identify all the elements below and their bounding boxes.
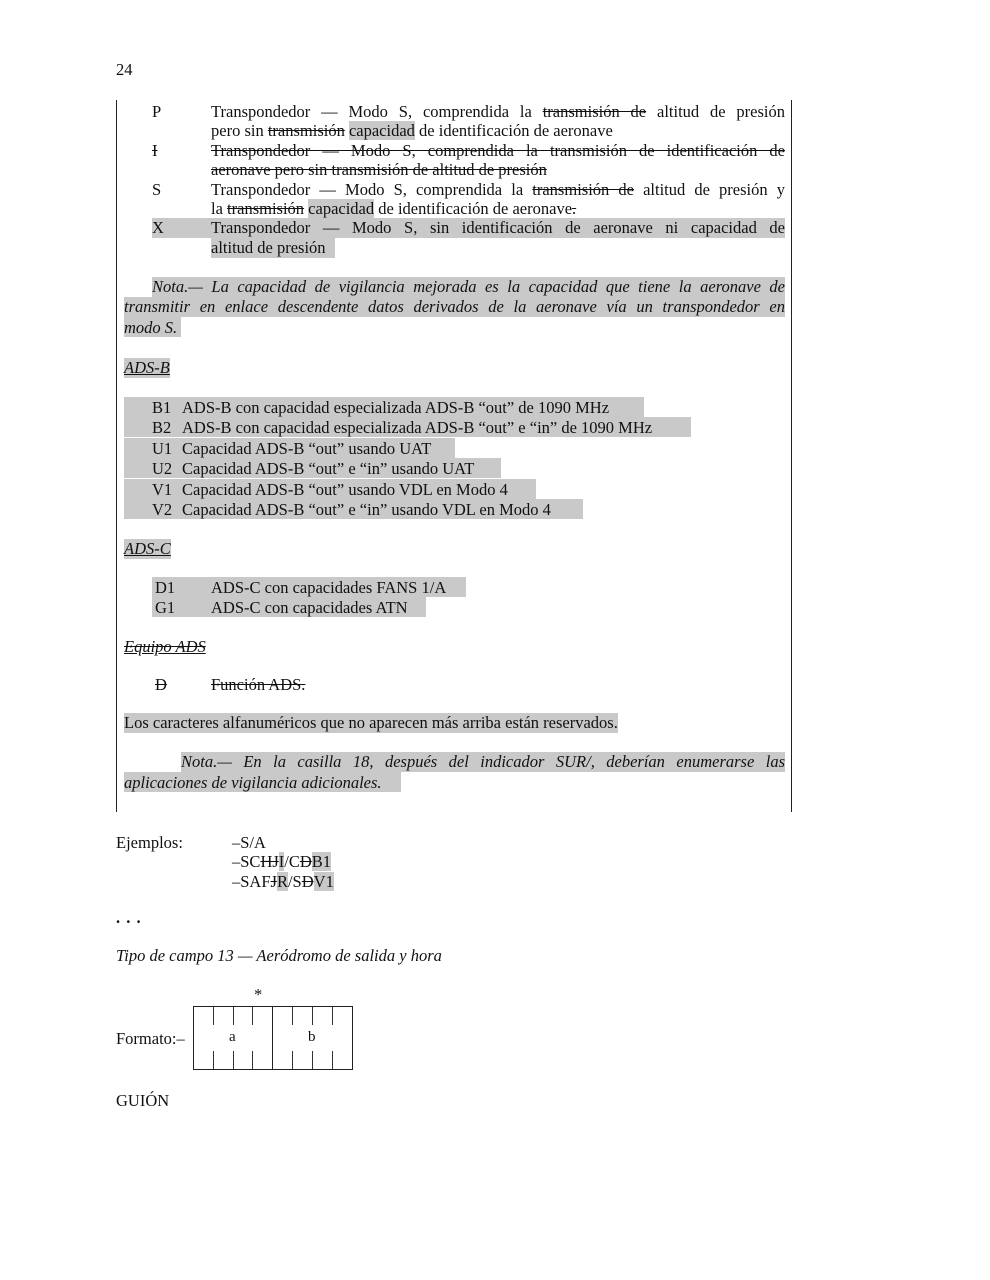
- format-tick: [292, 1007, 293, 1025]
- adsb-text-u1: Capacidad ADS-B “out” usando UAT: [182, 439, 432, 458]
- format-field-a: a: [229, 1029, 236, 1045]
- entry-i-line2: aeronave pero sin transmisión de altitud de presión: [211, 160, 547, 179]
- entry-p-line2: pero sin transmisión capacidad de identificación de aeronave: [211, 121, 613, 140]
- format-box: [193, 1006, 353, 1070]
- equipo-ads-heading: Equipo ADS: [124, 637, 206, 656]
- entry-x-line2: altitud de presión: [211, 238, 326, 257]
- format-tick: [252, 1007, 253, 1025]
- adsc-code-g1: G1: [155, 598, 176, 617]
- nota1-line1: Nota.— La capacidad de vigilancia mejorada es la capacidad que tiene la aeronave de: [152, 277, 785, 296]
- entry-i-line1: Transpondedor — Modo S, comprendida la transmisión de identificación de: [211, 141, 785, 160]
- equipo-ads-text: Función ADS.: [211, 675, 306, 694]
- guion-heading: GUIÓN: [116, 1091, 170, 1110]
- equipo-ads-code: D: [155, 675, 167, 694]
- entry-x-line1: Transpondedor — Modo S, sin identificación de aeronave ni capacidad de: [211, 218, 785, 237]
- adsb-code-u1: U1: [152, 439, 173, 458]
- adsb-text-b1: ADS-B con capacidad especializada ADS-B “out” de 1090 MHz: [182, 398, 610, 417]
- format-tick: [213, 1007, 214, 1025]
- adsc-text-g1: ADS-C con capacidades ATN: [211, 598, 408, 617]
- adsc-text-d1: ADS-C con capacidades FANS 1/A: [211, 578, 447, 597]
- reserved-characters-text: Los caracteres alfanuméricos que no aparecen más arriba están reservados.: [124, 713, 618, 732]
- adsb-code-v1: V1: [152, 480, 173, 499]
- adsb-code-v2: V2: [152, 500, 173, 519]
- adsb-heading: ADS-B: [124, 358, 170, 377]
- ejemplo-2: –SCHJI/CDB1: [232, 852, 332, 871]
- format-asterisk: *: [254, 985, 263, 1004]
- format-tick: [292, 1051, 293, 1069]
- adsb-code-b2: B2: [152, 418, 172, 437]
- ejemplos-label: Ejemplos:: [116, 833, 183, 852]
- code-i: I: [152, 141, 158, 160]
- ejemplo-1: –S/A: [232, 833, 266, 852]
- nota1-line3: modo S.: [124, 318, 178, 337]
- format-divider: [272, 1007, 273, 1069]
- adsc-heading: ADS-C: [124, 539, 171, 558]
- code-x: X: [152, 218, 164, 237]
- format-tick: [213, 1051, 214, 1069]
- adsb-text-u2: Capacidad ADS-B “out” e “in” usando UAT: [182, 459, 475, 478]
- ellipsis: . . .: [116, 908, 142, 927]
- format-label: Formato:–: [116, 1029, 185, 1048]
- page-number: 24: [116, 60, 133, 79]
- format-tick: [252, 1051, 253, 1069]
- field13-title: Tipo de campo 13 — Aeródromo de salida y hora: [116, 946, 442, 965]
- entry-p-line1: Transpondedor — Modo S, comprendida la transmisión de altitud de presión: [211, 102, 786, 121]
- revision-bar-right: [791, 100, 792, 812]
- adsb-text-v2: Capacidad ADS-B “out” e “in” usando VDL en Modo 4: [182, 500, 551, 519]
- nota1-line2: transmitir en enlace descendente datos derivados de la aeronave vía un transpondedor en: [124, 297, 785, 316]
- nota2-line1: Nota.— En la casilla 18, después del indicador SUR/, deberían enumerarse las: [181, 752, 785, 771]
- entry-s-line1: Transpondedor — Modo S, comprendida la transmisión de altitud de presión y: [211, 180, 785, 199]
- adsb-code-u2: U2: [152, 459, 173, 478]
- code-s: S: [152, 180, 162, 199]
- format-tick: [332, 1007, 333, 1025]
- code-p: P: [152, 102, 162, 121]
- format-tick: [233, 1007, 234, 1025]
- format-tick: [233, 1051, 234, 1069]
- adsc-code-d1: D1: [155, 578, 176, 597]
- adsb-text-b2: ADS-B con capacidad especializada ADS-B “out” e “in” de 1090 MHz: [182, 418, 653, 437]
- entry-s-line2: la transmisión capacidad de identificación de aeronave.: [211, 199, 577, 218]
- format-tick: [332, 1051, 333, 1069]
- ejemplo-3: –SAFJR/SDV1: [232, 872, 334, 891]
- format-tick: [312, 1051, 313, 1069]
- revision-bar-left: [116, 100, 117, 812]
- format-tick: [312, 1007, 313, 1025]
- adsb-text-v1: Capacidad ADS-B “out” usando VDL en Modo 4: [182, 480, 508, 499]
- format-field-b: b: [308, 1029, 316, 1045]
- adsb-code-b1: B1: [152, 398, 172, 417]
- nota2-line2: aplicaciones de vigilancia adicionales.: [124, 773, 382, 792]
